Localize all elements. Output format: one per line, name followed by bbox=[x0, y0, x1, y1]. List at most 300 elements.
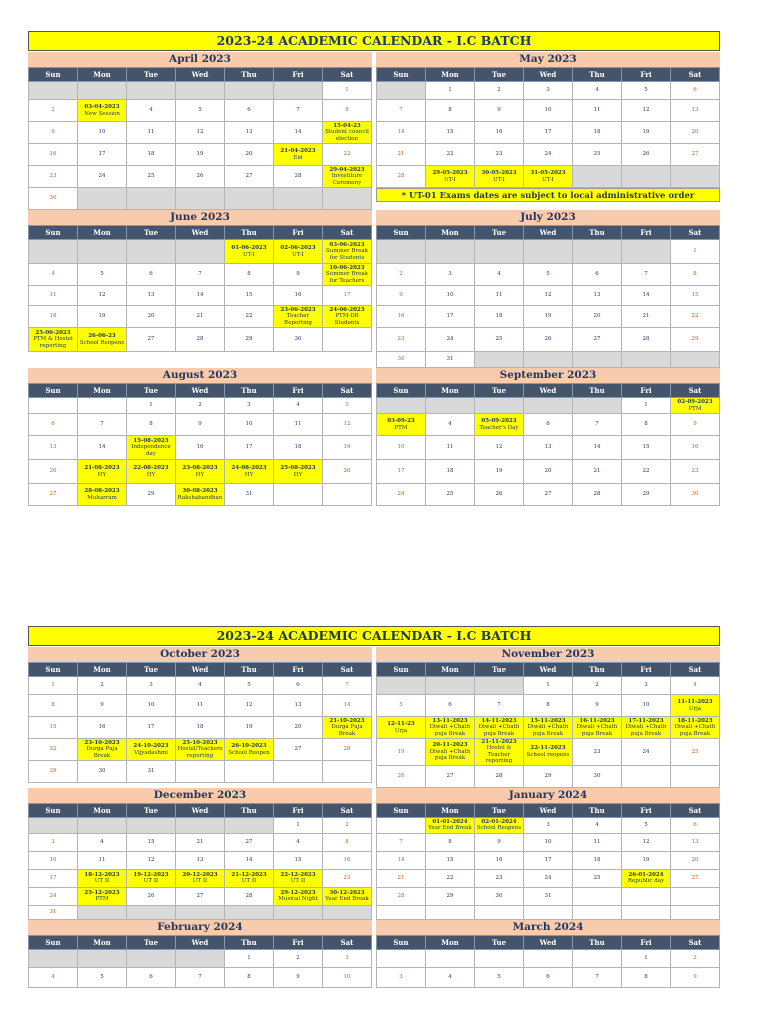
event-day-cell: 02-06-2023 UT-I bbox=[274, 240, 323, 264]
day-cell: 10 bbox=[622, 695, 671, 717]
day-cell: 2 bbox=[671, 949, 720, 967]
day-cell: 26 bbox=[475, 484, 524, 506]
day-cell: 21 bbox=[176, 306, 225, 328]
empty-day-cell bbox=[323, 905, 372, 919]
day-cell: 20 bbox=[524, 460, 573, 484]
day-cell: 12 bbox=[622, 100, 671, 122]
day-cell: 9 bbox=[78, 695, 127, 717]
day-cell: 7 bbox=[176, 967, 225, 987]
weekday-header: Sat bbox=[323, 68, 372, 82]
day-cell: 12 bbox=[176, 122, 225, 144]
day-cell: 25 bbox=[671, 739, 720, 766]
event-day-cell: 21-10-2023 Durga Puja Break bbox=[323, 717, 372, 739]
weekday-header: Mon bbox=[426, 384, 475, 398]
day-cell: 4 bbox=[78, 833, 127, 851]
day-cell: 1 bbox=[225, 949, 274, 967]
event-day-cell: 26-10-2023 School Reopen bbox=[225, 739, 274, 761]
day-cell: 6 bbox=[671, 817, 720, 833]
day-cell bbox=[671, 887, 720, 905]
day-cell: 27 bbox=[671, 869, 720, 887]
day-cell: 25 bbox=[426, 484, 475, 506]
day-cell: 17 bbox=[127, 717, 176, 739]
day-cell: 20 bbox=[29, 460, 78, 484]
event-day-cell: 22-12-2023 UT II bbox=[274, 869, 323, 887]
empty-day-cell bbox=[573, 240, 622, 264]
day-cell: 18 bbox=[127, 144, 176, 166]
weekday-header: Sat bbox=[671, 68, 720, 82]
day-cell: 6 bbox=[671, 82, 720, 100]
calendar-title: 2023-24 ACADEMIC CALENDAR - I.C BATCH bbox=[28, 626, 720, 646]
day-cell: 6 bbox=[274, 677, 323, 695]
empty-day-cell bbox=[176, 82, 225, 100]
day-cell: 5 bbox=[524, 264, 573, 286]
day-cell: 3 bbox=[524, 82, 573, 100]
day-cell bbox=[323, 761, 372, 783]
month-name: February 2024 bbox=[28, 920, 372, 935]
day-cell: 27 bbox=[176, 887, 225, 905]
day-cell: 17 bbox=[225, 436, 274, 460]
weekday-header: Wed bbox=[524, 384, 573, 398]
month-november-2023 bbox=[376, 647, 720, 788]
empty-day-cell bbox=[377, 398, 426, 414]
day-cell bbox=[622, 905, 671, 919]
day-cell: 8 bbox=[622, 967, 671, 987]
weekday-header: Thu bbox=[225, 68, 274, 82]
day-cell: 6 bbox=[524, 414, 573, 436]
weekday-header: Fri bbox=[274, 384, 323, 398]
day-cell: 26 bbox=[524, 328, 573, 352]
empty-day-cell bbox=[426, 677, 475, 695]
month-september-2023 bbox=[376, 368, 720, 506]
empty-day-cell bbox=[127, 817, 176, 833]
day-cell: 14 bbox=[377, 122, 426, 144]
day-cell: 3 bbox=[426, 264, 475, 286]
day-cell: 21 bbox=[622, 306, 671, 328]
month-name: January 2024 bbox=[376, 788, 720, 803]
day-cell: 16 bbox=[671, 436, 720, 460]
month-name: November 2023 bbox=[376, 647, 720, 662]
day-cell: 23 bbox=[377, 328, 426, 352]
day-cell: 9 bbox=[671, 967, 720, 987]
weekday-header: Sun bbox=[377, 384, 426, 398]
day-cell: 4 bbox=[475, 264, 524, 286]
day-cell: 14 bbox=[225, 851, 274, 869]
day-cell: 20 bbox=[573, 306, 622, 328]
event-day-cell: 15-11-2023 Diwali +Chath puja Break bbox=[524, 717, 573, 739]
month-name: September 2023 bbox=[376, 368, 720, 383]
day-cell: 3 bbox=[29, 833, 78, 851]
day-cell: 6 bbox=[524, 967, 573, 987]
day-cell: 11 bbox=[426, 436, 475, 460]
empty-day-cell bbox=[475, 677, 524, 695]
weekday-header: Tue bbox=[127, 935, 176, 949]
day-cell: 26 bbox=[176, 166, 225, 188]
day-cell: 5 bbox=[176, 100, 225, 122]
weekday-header: Mon bbox=[426, 803, 475, 817]
weekday-header: Mon bbox=[426, 68, 475, 82]
event-day-cell: 02-09-2023 PTM bbox=[671, 398, 720, 414]
weekday-header: Sun bbox=[29, 935, 78, 949]
day-cell: 6 bbox=[426, 695, 475, 717]
day-cell: 18 bbox=[573, 851, 622, 869]
weekday-header: Fri bbox=[622, 384, 671, 398]
day-cell: 6 bbox=[127, 264, 176, 286]
empty-day-cell bbox=[274, 188, 323, 210]
day-cell: 1 bbox=[622, 398, 671, 414]
day-cell bbox=[524, 905, 573, 919]
day-cell: 22 bbox=[426, 144, 475, 166]
day-cell bbox=[475, 905, 524, 919]
day-cell: 5 bbox=[323, 398, 372, 414]
weekday-header: Sat bbox=[671, 384, 720, 398]
empty-day-cell bbox=[78, 188, 127, 210]
day-cell: 12 bbox=[622, 833, 671, 851]
empty-day-cell bbox=[225, 82, 274, 100]
weekday-header: Fri bbox=[622, 663, 671, 677]
day-cell: 17 bbox=[524, 122, 573, 144]
day-cell: 18 bbox=[176, 717, 225, 739]
event-day-cell: 16-11-2023 Diwali +Chath puja Break bbox=[573, 717, 622, 739]
event-day-cell: 21-08-2023 HY bbox=[78, 460, 127, 484]
event-day-cell: 11-11-2023 Urja bbox=[671, 695, 720, 717]
weekday-header: Tue bbox=[127, 226, 176, 240]
day-cell bbox=[671, 905, 720, 919]
day-cell: 24 bbox=[524, 144, 573, 166]
day-cell: 10 bbox=[426, 286, 475, 306]
day-cell: 28 bbox=[225, 887, 274, 905]
weekday-header: Tue bbox=[475, 663, 524, 677]
event-day-cell: 25-08-2023 HY bbox=[274, 460, 323, 484]
day-cell: 31 bbox=[127, 761, 176, 783]
day-cell: 3 bbox=[127, 677, 176, 695]
day-cell: 9 bbox=[377, 286, 426, 306]
month-row bbox=[28, 647, 720, 788]
day-cell: 5 bbox=[225, 677, 274, 695]
month-february-2024 bbox=[28, 920, 372, 988]
weekday-header: Sat bbox=[323, 803, 372, 817]
day-cell: 8 bbox=[671, 264, 720, 286]
event-day-cell: 20-11-2023 Diwali +Chath puja Break bbox=[426, 739, 475, 766]
weekday-header: Thu bbox=[573, 226, 622, 240]
day-cell: 28 bbox=[475, 765, 524, 787]
day-cell: 20 bbox=[127, 306, 176, 328]
day-cell: 21 bbox=[377, 144, 426, 166]
event-day-cell: 13-11-2023 Diwali +Chath puja Break bbox=[426, 717, 475, 739]
day-cell: 9 bbox=[475, 100, 524, 122]
day-cell bbox=[29, 398, 78, 414]
empty-day-cell bbox=[524, 352, 573, 368]
day-cell: 12 bbox=[78, 286, 127, 306]
day-cell: 3 bbox=[225, 398, 274, 414]
event-day-cell: 30-08-2023 Rakshabandhan bbox=[176, 484, 225, 506]
weekday-header: Tue bbox=[475, 226, 524, 240]
event-day-cell: 03-06-2023 Summer Break for Students bbox=[323, 240, 372, 264]
event-day-cell: 17-11-2023 Diwali +Chath puja Break bbox=[622, 717, 671, 739]
empty-day-cell bbox=[524, 398, 573, 414]
day-cell: 2 bbox=[475, 82, 524, 100]
day-cell: 22 bbox=[225, 306, 274, 328]
day-cell: 23 bbox=[475, 144, 524, 166]
day-cell: 24 bbox=[29, 887, 78, 905]
day-cell: 9 bbox=[274, 967, 323, 987]
day-cell: 3 bbox=[323, 949, 372, 967]
event-day-cell: 01-01-2024 Year End Break bbox=[426, 817, 475, 833]
weekday-header: Sun bbox=[29, 803, 78, 817]
day-cell: 30 bbox=[671, 484, 720, 506]
day-cell: 9 bbox=[29, 122, 78, 144]
day-cell: 16 bbox=[274, 286, 323, 306]
empty-day-cell bbox=[176, 240, 225, 264]
day-cell: 22 bbox=[622, 460, 671, 484]
day-cell: 19 bbox=[622, 122, 671, 144]
weekday-header: Wed bbox=[176, 935, 225, 949]
weekday-header: Fri bbox=[274, 68, 323, 82]
weekday-header: Sun bbox=[29, 226, 78, 240]
empty-day-cell bbox=[29, 240, 78, 264]
empty-day-cell bbox=[622, 352, 671, 368]
weekday-header: Mon bbox=[78, 935, 127, 949]
weekday-header: Tue bbox=[127, 803, 176, 817]
day-cell: 8 bbox=[225, 967, 274, 987]
day-cell: 22 bbox=[671, 306, 720, 328]
empty-day-cell bbox=[176, 949, 225, 967]
day-cell: 14 bbox=[573, 436, 622, 460]
day-cell: 8 bbox=[323, 833, 372, 851]
exam-note: * UT-01 Exams dates are subject to local administrative order bbox=[376, 188, 720, 202]
day-cell: 9 bbox=[274, 264, 323, 286]
event-day-cell: 26-01-2024 Republic day bbox=[622, 869, 671, 887]
day-cell: 12 bbox=[323, 414, 372, 436]
day-cell: 20 bbox=[671, 122, 720, 144]
day-cell: 28 bbox=[377, 166, 426, 188]
empty-day-cell bbox=[274, 905, 323, 919]
weekday-header: Mon bbox=[78, 803, 127, 817]
event-day-cell: 29-12-2023 Musical Night bbox=[274, 887, 323, 905]
day-cell: 24 bbox=[524, 869, 573, 887]
weekday-header: Mon bbox=[426, 935, 475, 949]
event-day-cell: 25-12-2023 PTM bbox=[78, 887, 127, 905]
empty-day-cell bbox=[127, 949, 176, 967]
calendar-page-1 bbox=[28, 31, 720, 506]
day-cell: 19 bbox=[377, 739, 426, 766]
empty-day-cell bbox=[29, 817, 78, 833]
day-cell: 29 bbox=[524, 765, 573, 787]
day-cell: 29 bbox=[622, 484, 671, 506]
weekday-header: Thu bbox=[573, 803, 622, 817]
day-cell bbox=[377, 817, 426, 833]
month-name: July 2023 bbox=[376, 210, 720, 225]
day-cell: 4 bbox=[573, 82, 622, 100]
day-cell: 11 bbox=[127, 122, 176, 144]
day-cell: 29 bbox=[225, 328, 274, 352]
event-day-cell: 20-12-2023 UT II bbox=[176, 869, 225, 887]
empty-day-cell bbox=[29, 949, 78, 967]
day-cell: 13 bbox=[127, 286, 176, 306]
day-cell: 11 bbox=[176, 695, 225, 717]
event-day-cell: 18-12-2023 UT II bbox=[78, 869, 127, 887]
empty-day-cell bbox=[127, 240, 176, 264]
day-cell: 19 bbox=[78, 306, 127, 328]
day-cell: 14 bbox=[274, 122, 323, 144]
weekday-header: Tue bbox=[127, 663, 176, 677]
month-row bbox=[28, 788, 720, 920]
day-cell: 7 bbox=[274, 100, 323, 122]
event-day-cell: 31-05-2023 UT-I bbox=[524, 166, 573, 188]
event-day-cell: 23-08-2023 HY bbox=[176, 460, 225, 484]
day-cell: 30 bbox=[377, 352, 426, 368]
event-day-cell: 21-11-2023 Hostel & Teacher reporting bbox=[475, 739, 524, 766]
day-cell: 18 bbox=[29, 306, 78, 328]
day-cell bbox=[377, 949, 426, 967]
day-cell: 2 bbox=[176, 398, 225, 414]
day-cell: 29 bbox=[671, 328, 720, 352]
day-cell: 12 bbox=[524, 286, 573, 306]
day-cell bbox=[622, 887, 671, 905]
empty-day-cell bbox=[78, 240, 127, 264]
day-cell: 1 bbox=[323, 82, 372, 100]
day-cell: 14 bbox=[176, 286, 225, 306]
day-cell: 24 bbox=[78, 166, 127, 188]
day-cell bbox=[225, 761, 274, 783]
event-day-cell: 29-04-2023 Investiture Ceremony bbox=[323, 166, 372, 188]
day-cell: 10 bbox=[78, 122, 127, 144]
day-cell: 10 bbox=[323, 967, 372, 987]
day-cell: 1 bbox=[671, 240, 720, 264]
day-cell: 23 bbox=[671, 460, 720, 484]
month-may-2023 bbox=[376, 52, 720, 210]
month-name: October 2023 bbox=[28, 647, 372, 662]
day-cell: 15 bbox=[29, 717, 78, 739]
weekday-header: Wed bbox=[176, 384, 225, 398]
weekday-header: Thu bbox=[573, 384, 622, 398]
empty-day-cell bbox=[622, 166, 671, 188]
day-cell: 4 bbox=[29, 967, 78, 987]
month-row bbox=[28, 52, 720, 210]
weekday-header: Tue bbox=[127, 384, 176, 398]
day-cell: 24 bbox=[622, 739, 671, 766]
event-day-cell: 23-06-2023 Teacher Reporting bbox=[274, 306, 323, 328]
month-june-2023 bbox=[28, 210, 372, 368]
day-cell: 16 bbox=[323, 851, 372, 869]
weekday-header: Sat bbox=[671, 663, 720, 677]
day-cell: 28 bbox=[274, 166, 323, 188]
day-cell: 9 bbox=[671, 414, 720, 436]
day-cell: 16 bbox=[29, 144, 78, 166]
weekday-header: Thu bbox=[573, 68, 622, 82]
weekday-header: Fri bbox=[274, 803, 323, 817]
month-name: December 2023 bbox=[28, 788, 372, 803]
empty-day-cell bbox=[323, 188, 372, 210]
day-cell: 9 bbox=[573, 695, 622, 717]
day-cell: 11 bbox=[573, 833, 622, 851]
day-cell: 4 bbox=[29, 264, 78, 286]
day-cell: 9 bbox=[176, 414, 225, 436]
day-cell: 2 bbox=[377, 264, 426, 286]
event-day-cell: 15-04-23 Student council election bbox=[323, 122, 372, 144]
event-day-cell: 18-11-2023 Diwali +Chath puja Break bbox=[671, 717, 720, 739]
event-day-cell: 24-08-2023 HY bbox=[225, 460, 274, 484]
weekday-header: Wed bbox=[524, 68, 573, 82]
empty-day-cell bbox=[225, 817, 274, 833]
day-cell: 1 bbox=[127, 398, 176, 414]
empty-day-cell bbox=[274, 82, 323, 100]
weekday-header: Sat bbox=[323, 663, 372, 677]
empty-day-cell bbox=[176, 188, 225, 210]
weekday-header: Thu bbox=[573, 663, 622, 677]
empty-day-cell bbox=[573, 166, 622, 188]
day-cell bbox=[323, 484, 372, 506]
month-name: March 2024 bbox=[376, 920, 720, 935]
event-day-cell: 22-11-2023 School reopens bbox=[524, 739, 573, 766]
empty-day-cell bbox=[475, 398, 524, 414]
event-day-cell: 21-04-2023 Eid bbox=[274, 144, 323, 166]
day-cell: 29 bbox=[426, 887, 475, 905]
day-cell: 11 bbox=[274, 414, 323, 436]
day-cell: 10 bbox=[377, 436, 426, 460]
empty-day-cell bbox=[78, 905, 127, 919]
day-cell bbox=[426, 905, 475, 919]
day-cell: 18 bbox=[475, 306, 524, 328]
day-cell: 15 bbox=[671, 286, 720, 306]
day-cell: 23 bbox=[323, 869, 372, 887]
day-cell bbox=[573, 949, 622, 967]
weekday-header: Sun bbox=[377, 226, 426, 240]
day-cell: 17 bbox=[426, 306, 475, 328]
day-cell bbox=[622, 765, 671, 787]
weekday-header: Sun bbox=[377, 935, 426, 949]
day-cell: 3 bbox=[524, 817, 573, 833]
day-cell: 6 bbox=[127, 967, 176, 987]
weekday-header: Tue bbox=[475, 68, 524, 82]
day-cell: 17 bbox=[323, 286, 372, 306]
day-cell: 20 bbox=[225, 144, 274, 166]
day-cell: 10 bbox=[524, 100, 573, 122]
day-cell: 15 bbox=[274, 851, 323, 869]
weekday-header: Thu bbox=[225, 803, 274, 817]
day-cell: 8 bbox=[426, 100, 475, 122]
month-december-2023 bbox=[28, 788, 372, 920]
day-cell: 17 bbox=[377, 460, 426, 484]
empty-day-cell bbox=[78, 817, 127, 833]
day-cell: 12 bbox=[475, 436, 524, 460]
event-day-cell: 19-12-2023 UT II bbox=[127, 869, 176, 887]
event-day-cell: 23-10-2023 Durga Puja Break bbox=[78, 739, 127, 761]
day-cell bbox=[426, 949, 475, 967]
event-day-cell: 01-06-2023 UT-I bbox=[225, 240, 274, 264]
day-cell: 15 bbox=[225, 286, 274, 306]
weekday-header: Wed bbox=[524, 935, 573, 949]
weekday-header: Fri bbox=[622, 803, 671, 817]
day-cell: 7 bbox=[323, 677, 372, 695]
day-cell: 20 bbox=[671, 851, 720, 869]
day-cell bbox=[524, 949, 573, 967]
weekday-header: Fri bbox=[274, 226, 323, 240]
weekday-header: Wed bbox=[524, 663, 573, 677]
day-cell: 29 bbox=[29, 761, 78, 783]
day-cell: 30 bbox=[573, 765, 622, 787]
day-cell: 1 bbox=[524, 677, 573, 695]
day-cell: 11 bbox=[29, 286, 78, 306]
event-day-cell: 15-08-2023 Independence day bbox=[127, 436, 176, 460]
day-cell: 5 bbox=[78, 967, 127, 987]
weekday-header: Tue bbox=[475, 935, 524, 949]
day-cell: 7 bbox=[176, 264, 225, 286]
empty-day-cell bbox=[127, 82, 176, 100]
month-name: May 2023 bbox=[376, 52, 720, 67]
day-cell: 31 bbox=[29, 905, 78, 919]
day-cell: 27 bbox=[225, 166, 274, 188]
day-cell: 13 bbox=[274, 695, 323, 717]
